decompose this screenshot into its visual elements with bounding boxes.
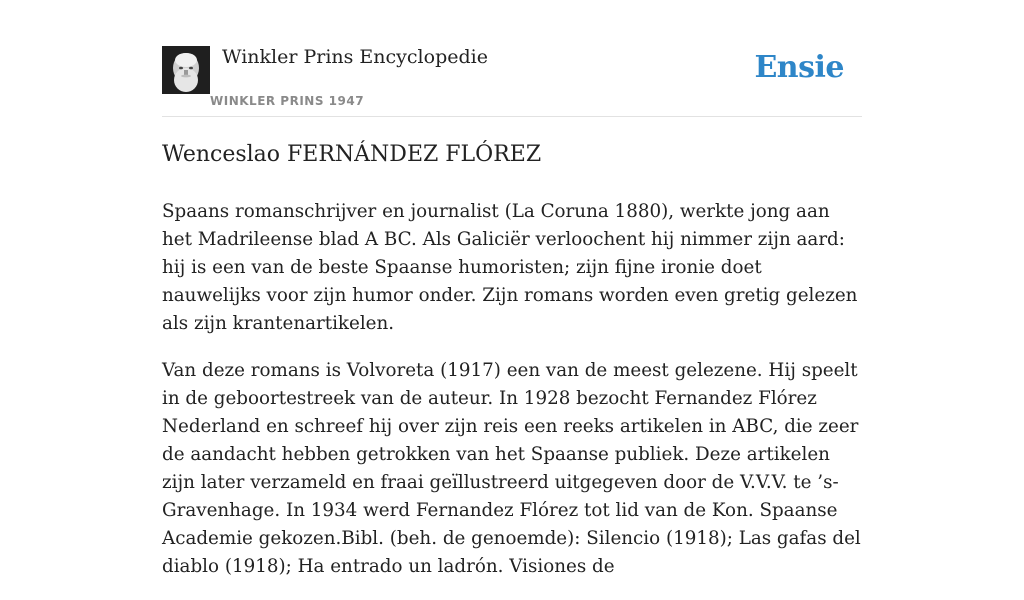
article [162,138,862,600]
site-header [162,44,862,117]
portrait-image [162,46,210,94]
article-paragraph: Spaans romanschrijver en journalist (La Coruna 1880), werkte jong aan het Madrileense blad A BC. Als Galiciër verloochent hij nimmer zijn aard: hij is een van de beste Spaanse humoristen; zijn fijne ironie doet nauwelijks voor zijn humor onder. Zijn romans worden even gretig gelezen als zijn krantenartikelen. [162,201,858,334]
source-subtitle: WINKLER PRINS 1947 [210,94,365,108]
author-avatar[interactable] [162,46,210,94]
article-title: Wenceslao FERNÁNDEZ FLÓREZ [162,142,542,167]
source-title-link[interactable]: Winkler Prins Encyclopedie [222,46,488,68]
article-paragraph: Van deze romans is Volvoreta (1917) een van de meest gelezene. Hij speelt in de geboortestreek van de auteur. In 1928 bezocht Fernandez Flórez Nederland en schreef hij over zijn reis een reeks artikelen in ABC, die zeer de aandacht hebben getrokken van het Spaanse publiek. Deze artikelen zijn later verzameld en fraai geïllustreerd uitgegeven door de V.V.V. te ’s-Gravenhage. In 1934 werd Fernandez Flórez tot lid van de Kon. Spaanse Academie gekozen.Bibl. (beh. de genoemde): Silencio (1918); Las gafas del diablo (1918); Ha entrado un ladrón. Visiones de [162,360,861,577]
brand-logo[interactable]: Ensie [754,50,844,85]
